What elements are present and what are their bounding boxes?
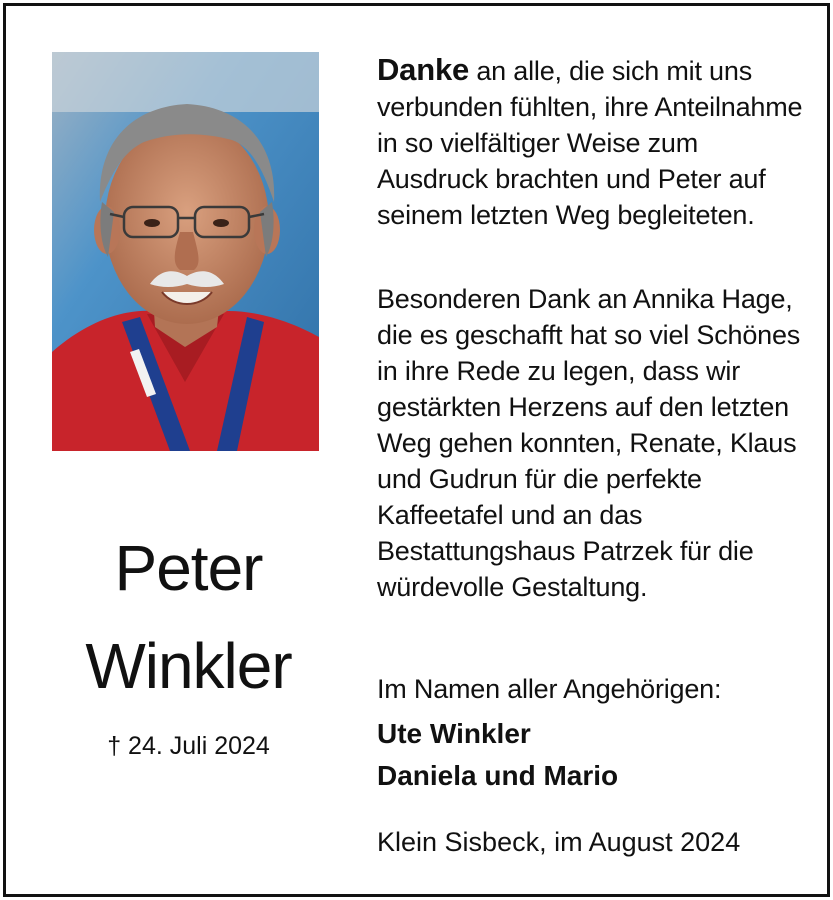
obituary-frame: [3, 3, 830, 897]
death-date: † 24. Juli 2024: [107, 732, 270, 760]
thanks-lead-word: Danke: [377, 52, 470, 87]
deceased-first-name: Peter: [114, 532, 263, 604]
signer-name: Daniela und Mario: [377, 760, 619, 791]
special-thanks-paragraph: Besonderen Dank an Annika Hage, die es geschafft hat so viel Schönes in ihre Rede zu legen, dass wir gestärkten Herzens auf den letzten Weg gehen konnten, Renate, Klaus und Gudrun für die perfekte Kaffeetafel und an das Bestattungshaus Patrzek für die würdevolle Gestaltung.: [377, 284, 801, 602]
thanks-paragraph: [377, 52, 807, 233]
place-and-date: Klein Sisbeck, im August 2024: [377, 827, 741, 857]
deceased-last-name: Winkler: [85, 630, 292, 702]
thanks-text: an alle, die sich mit uns verbunden fühlten, ihre Anteilnahme in so vielfältiger Weise zum Ausdruck brachten und Peter auf seinem letzten Weg begleiteten.: [377, 56, 803, 230]
signer-name: Ute Winkler: [377, 718, 531, 749]
closing-line: Im Namen aller Angehörigen:: [377, 674, 722, 704]
portrait-photo: [52, 52, 319, 451]
